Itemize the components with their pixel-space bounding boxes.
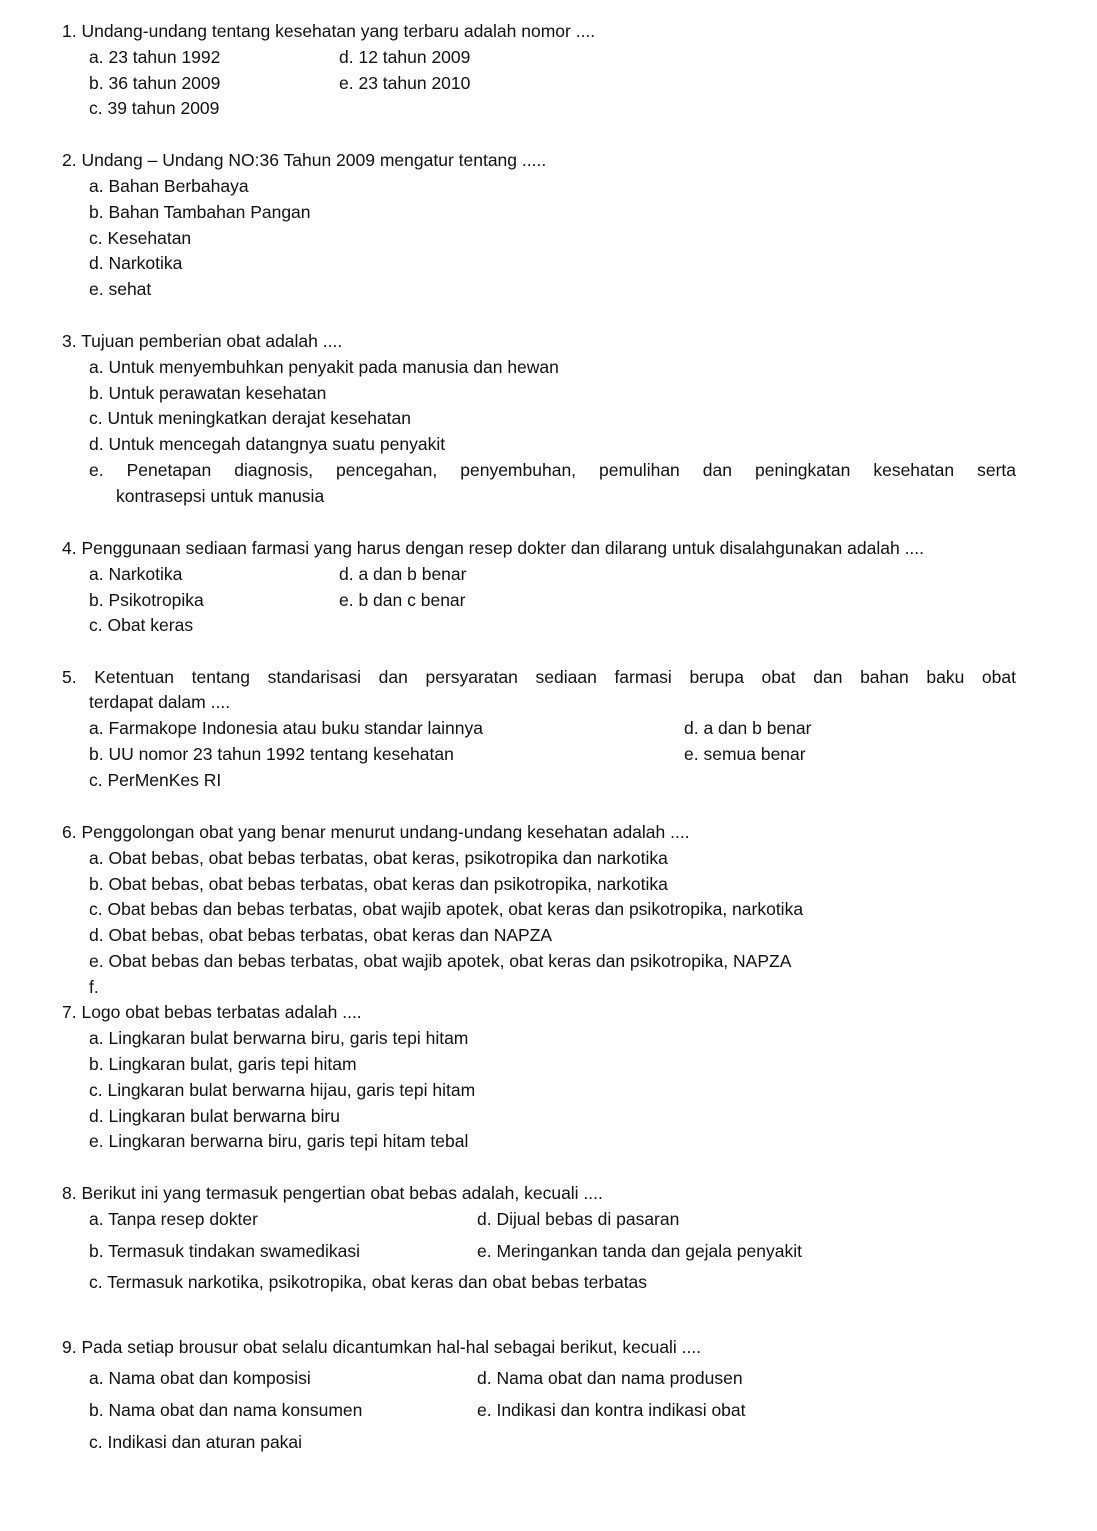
question-8-stem: 8. Berikut ini yang termasuk pengertian obat bebas adalah, kecuali ....	[62, 1183, 603, 1203]
question-5-option-b: b. UU nomor 23 tahun 1992 tentang kesehatan	[89, 744, 454, 764]
question-2-option-d: d. Narkotika	[89, 253, 183, 273]
question-1-stem: 1. Undang-undang tentang kesehatan yang terbaru adalah nomor ....	[62, 21, 596, 41]
question-5-option-a: a. Farmakope Indonesia atau buku standar lainnya	[89, 718, 484, 738]
question-4-option-d: d. a dan b benar	[339, 564, 467, 584]
question-4-option-e: e. b dan c benar	[339, 590, 466, 610]
question-1-option-d: d. 12 tahun 2009	[339, 47, 471, 67]
question-7-option-e: e. Lingkaran berwarna biru, garis tepi hitam tebal	[89, 1131, 469, 1151]
question-6-option-c: c. Obat bebas dan bebas terbatas, obat wajib apotek, obat keras dan psikotropika, narkotika	[89, 899, 804, 919]
question-3-option-c: c. Untuk meningkatkan derajat kesehatan	[89, 408, 411, 428]
question-5-option-e: e. semua benar	[684, 744, 806, 764]
question-6-option-f: f.	[89, 977, 99, 997]
question-5-option-d: d. a dan b benar	[684, 718, 812, 738]
question-3-option-b: b. Untuk perawatan kesehatan	[89, 383, 327, 403]
question-4-option-c: c. Obat keras	[89, 615, 194, 635]
question-5-option-c: c. PerMenKes RI	[89, 770, 222, 790]
question-2-option-b: b. Bahan Tambahan Pangan	[89, 202, 311, 222]
question-4-option-a: a. Narkotika	[89, 564, 183, 584]
question-9-stem: 9. Pada setiap brousur obat selalu dicantumkan hal-hal sebagai berikut, kecuali ....	[62, 1337, 702, 1357]
question-9-option-c: c. Indikasi dan aturan pakai	[89, 1432, 303, 1452]
question-9-option-d: d. Nama obat dan nama produsen	[477, 1368, 743, 1388]
question-8-option-c: c. Termasuk narkotika, psikotropika, obat keras dan obat bebas terbatas	[89, 1272, 648, 1292]
question-7-option-d: d. Lingkaran bulat berwarna biru	[89, 1106, 340, 1126]
question-9-option-e: e. Indikasi dan kontra indikasi obat	[477, 1400, 746, 1420]
question-6-option-b: b. Obat bebas, obat bebas terbatas, obat keras dan psikotropika, narkotika	[89, 874, 668, 894]
question-2-option-c: c. Kesehatan	[89, 228, 192, 248]
question-3-option-e-line1: e. Penetapan diagnosis, pencegahan, penyembuhan, pemulihan dan peningkatan kesehatan serta	[89, 460, 1016, 480]
question-4-option-b: b. Psikotropika	[89, 590, 204, 610]
question-3-option-e-line2: kontrasepsi untuk manusia	[116, 486, 325, 506]
question-7-option-b: b. Lingkaran bulat, garis tepi hitam	[89, 1054, 357, 1074]
question-6-stem: 6. Penggolongan obat yang benar menurut undang-undang kesehatan adalah ....	[62, 822, 690, 842]
question-8-option-a: a. Tanpa resep dokter	[89, 1209, 258, 1229]
question-2-option-e: e. sehat	[89, 279, 152, 299]
question-7-stem: 7. Logo obat bebas terbatas adalah ....	[62, 1002, 362, 1022]
question-1-option-a: a. 23 tahun 1992	[89, 47, 221, 67]
question-2-stem: 2. Undang – Undang NO:36 Tahun 2009 mengatur tentang .....	[62, 150, 547, 170]
question-5-stem-line1: 5. Ketentuan tentang standarisasi dan persyaratan sediaan farmasi berupa obat dan bahan baku obat	[62, 667, 1016, 687]
question-7-option-a: a. Lingkaran bulat berwarna biru, garis tepi hitam	[89, 1028, 469, 1048]
question-8-option-e: e. Meringankan tanda dan gejala penyakit	[477, 1241, 802, 1261]
question-4-stem: 4. Penggunaan sediaan farmasi yang harus dengan resep dokter dan dilarang untuk disalahgunakan adalah ....	[62, 538, 925, 558]
question-8-option-d: d. Dijual bebas di pasaran	[477, 1209, 680, 1229]
question-9-option-b: b. Nama obat dan nama konsumen	[89, 1400, 363, 1420]
question-6-option-a: a. Obat bebas, obat bebas terbatas, obat keras, psikotropika dan narkotika	[89, 848, 668, 868]
question-9-option-a: a. Nama obat dan komposisi	[89, 1368, 311, 1388]
question-3-option-d: d. Untuk mencegah datangnya suatu penyakit	[89, 434, 446, 454]
question-1-option-c: c. 39 tahun 2009	[89, 98, 220, 118]
question-8-option-b: b. Termasuk tindakan swamedikasi	[89, 1241, 361, 1261]
question-6-option-d: d. Obat bebas, obat bebas terbatas, obat keras dan NAPZA	[89, 925, 553, 945]
question-2-option-a: a. Bahan Berbahaya	[89, 176, 249, 196]
question-1-option-b: b. 36 tahun 2009	[89, 73, 221, 93]
question-3-stem: 3. Tujuan pemberian obat adalah ....	[62, 331, 343, 351]
question-6-option-e: e. Obat bebas dan bebas terbatas, obat wajib apotek, obat keras dan psikotropika, NAPZA	[89, 951, 792, 971]
question-3-option-a: a. Untuk menyembuhkan penyakit pada manusia dan hewan	[89, 357, 559, 377]
question-5-stem-line2: terdapat dalam ....	[89, 692, 231, 712]
question-7-option-c: c. Lingkaran bulat berwarna hijau, garis tepi hitam	[89, 1080, 476, 1100]
question-1-option-e: e. 23 tahun 2010	[339, 73, 471, 93]
